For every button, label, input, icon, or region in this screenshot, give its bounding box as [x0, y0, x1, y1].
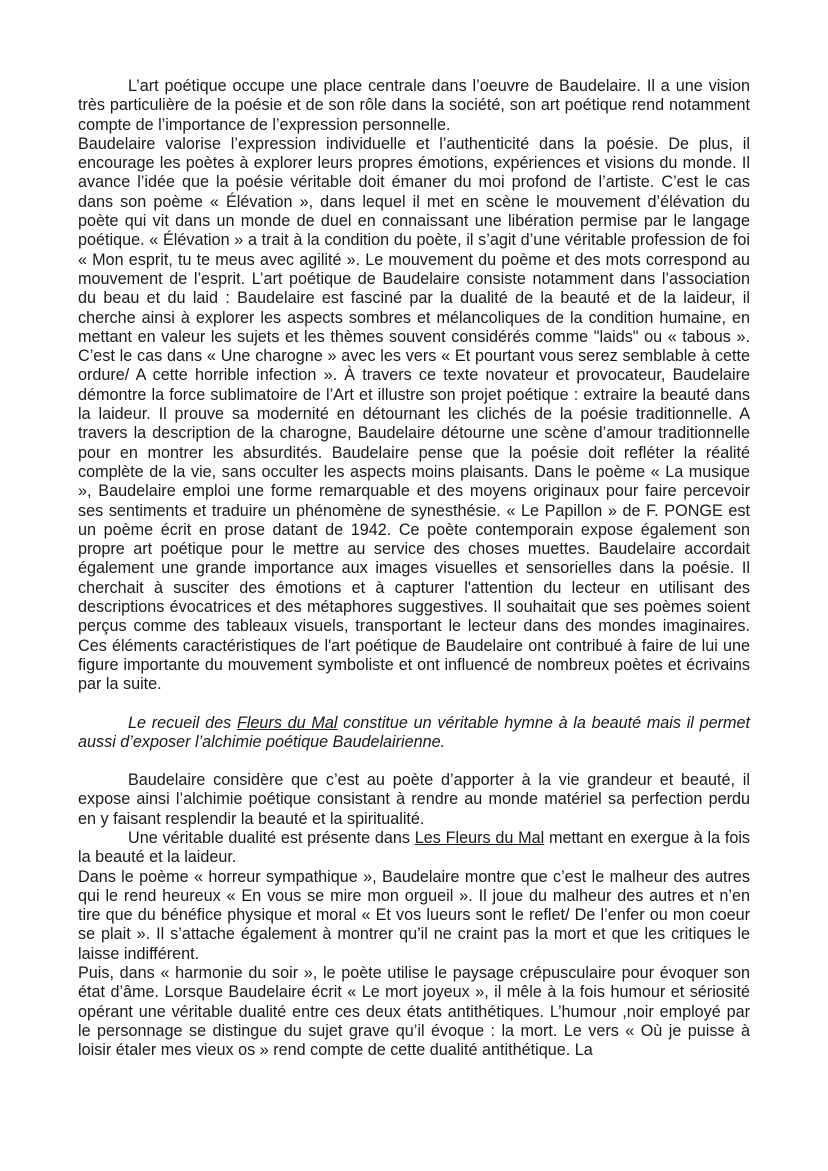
duality-text-end: mettant en exergue à la fois la beauté et la laideur.: [78, 828, 751, 867]
thesis-statement: [78, 714, 750, 753]
paragraph-individual-expression: Baudelaire valorise l’expression individuelle et l’authenticité dans la poésie. De plus, il encourage les poètes à explorer leurs propres émotions, expériences et visions du monde. Il avance l’idée que la poésie véritable doit émaner du moi profond de l’artiste. C’est le cas dans son poème « Élévation », dans lequel il met en scène le mouvement d’élévation du poète qui vit dans un monde de duel en connaissant une libération permise par le langage poétique. « Élévation » a trait à la condition du poète, il s’agit d’une véritable profession de foi « Mon esprit, tu te meus avec agilité ». Le mouvement du poème et des mots correspond au mouvement de l’esprit. L’art poétique de Baudelaire consiste notamment dans l’association du beau et du laid : Baudelaire est fasciné par la dualité de la beauté et de la laideur, il cherche ainsi à explorer les aspects sombres et mélancoliques de la condition humaine, en mettant en valeur les sujets et les thèmes souvent considérés comme "laids" ou « tabous ». C’est le cas dans « Une charogne » avec les vers « Et pourtant vous serez semblable à cette ordure/ A cette horrible infection ». À travers ce texte novateur et provocateur, Baudelaire démontre la force sublimatoire de l’Art et illustre son projet poétique : extraire la beauté dans la laideur. Il prouve sa modernité en détournant les clichés de la poésie traditionnelle. A travers la description de la charogne, Baudelaire détourne une scène d’amour traditionnelle pour en montrer les absurdités. Baudelaire pense que la poésie doit refléter la réalité complète de la vie, sans occulter les aspects moins plaisants. Dans le poème « La musique », Baudelaire emploi une forme remarquable et des moyens originaux pour faire percevoir ses sentiments et traduire un phénomène de synesthésie. « Le Papillon » de F. PONGE est un poème écrit en prose datant de 1942. Ce poète contemporain expose également son propre art poétique pour le mettre au service des choses muettes. Baudelaire accordait également une grande importance aux images visuelles et sensorielles dans la poésie. Il cherchait à susciter des émotions et à capturer l'attention du lecteur en utilisant des descriptions évocatrices et des métaphores suggestives. Il souhaitait que ses poèmes soient perçus comme des tableaux visuels, transportant le lecteur dans des mondes imaginaires. Ces éléments caractéristiques de l'art poétique de Baudelaire ont contribué à faire de lui une figure importante du mouvement symboliste et ont influencé de nombreux poètes et écrivains par la suite.: [78, 134, 750, 694]
book-title-les-fleurs-du-mal: Les Fleurs du Mal: [414, 828, 545, 847]
paragraph-alchemy: Baudelaire considère que c’est au poète d’apporter à la vie grandeur et beauté, il expose ainsi l’alchimie poétique consistant à rendre au monde matériel sa perfection perdu en y faisant resplendir la beauté et la spiritualité.: [78, 771, 750, 828]
paragraph-gap: [78, 752, 750, 771]
thesis-text-end: constitue un véritable hymne à la beauté mais il permet aussi d’exposer l’alchimie poétique Baudelairienne.: [78, 713, 750, 751]
paragraph-gap: [78, 695, 750, 714]
paragraph-harmonie-du-soir: Puis, dans « harmonie du soir », le poète utilise le paysage crépusculaire pour évoquer son état d’âme. Lorsque Baudelaire écrit « Le mort joyeux », il mêle à la fois humour et sériosité opérant une véritable dualité entre ces deux états antithétiques. L’humour ,noir employé par le personnage se distingue du sujet grave qu’il évoque : la mort. Le vers « Où je puisse à loisir étaler mes vieux os » rend compte de cette dualité antithétique. La: [78, 964, 750, 1060]
paragraph-horreur-sympathique: Dans le poème « horreur sympathique », Baudelaire montre que c’est le malheur des autres qui le rend heureux « En vous se mire mon orgueil ». Il joue du malheur des autres et n’en tire que du bénéfice physique et moral « Et vos lueurs sont le reflet/ De l’enfer ou mon coeur se plait ». Il s’attache également à montrer qu’il ne craint pas la mort et que les critiques le laisse indifférent.: [78, 867, 750, 963]
thesis-text-start: Le recueil des: [128, 713, 237, 732]
paragraph-intro: L’art poétique occupe une place centrale dans l’oeuvre de Baudelaire. Il a une vision très particulière de la poésie et de son rôle dans la société, son art poétique rend notamment compte de l’importance de l’expression personnelle.: [78, 77, 750, 134]
book-title-fleurs-du-mal: Fleurs du Mal: [236, 713, 338, 732]
duality-text-start: Une véritable dualité est présente dans: [128, 828, 415, 847]
paragraph-duality: [78, 829, 750, 868]
